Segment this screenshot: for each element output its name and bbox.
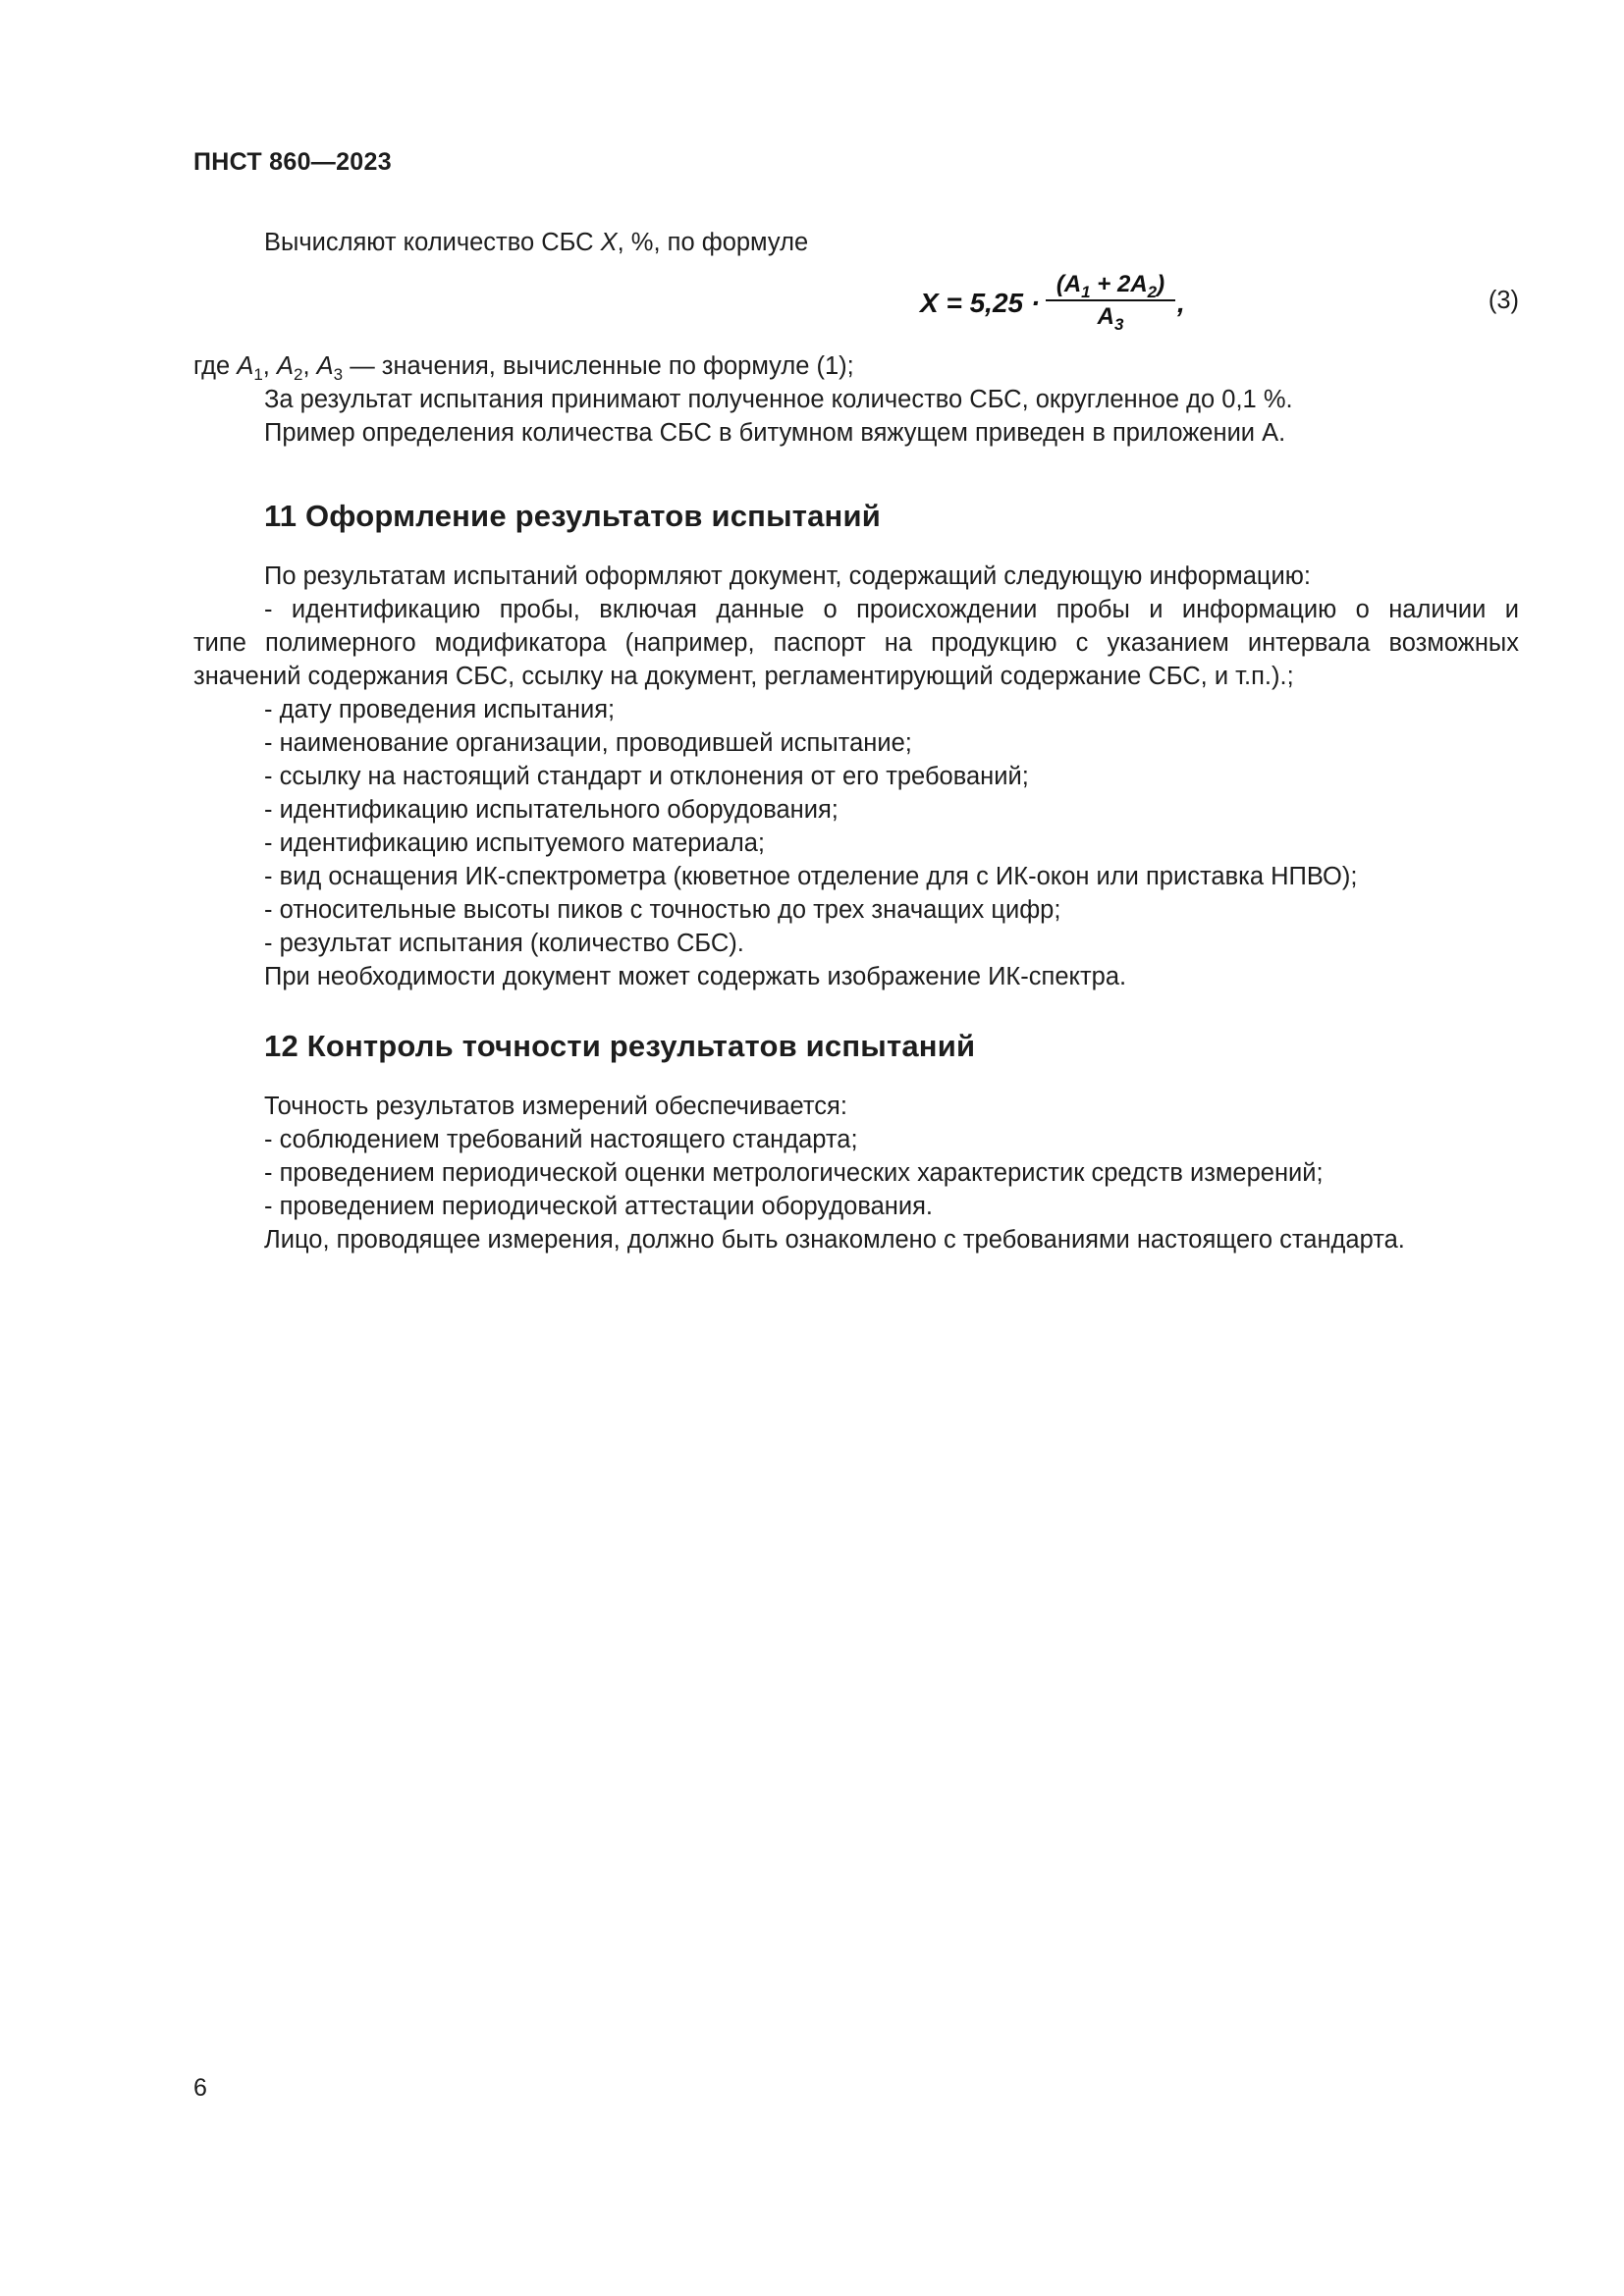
list-item: - дату проведения испытания;: [264, 696, 616, 723]
formula-intro: [193, 226, 1590, 259]
result-paragraph: За результат испытания принимают полученное количество СБС, округленное до 0,1 %.: [264, 386, 1293, 413]
list-item: - вид оснащения ИК-спектрометра (кюветное отделение для с ИК-окон или приставка НПВО);: [264, 863, 1358, 890]
section-12-title: 12 Контроль точности результатов испытаний: [264, 1029, 976, 1063]
list-item: - идентификацию пробы, включая данные о происхождении пробы и информацию о наличии и: [264, 596, 1519, 623]
list-item: - соблюдением требований настоящего стандарта;: [264, 1126, 858, 1153]
section-11-title: 11 Оформление результатов испытаний: [264, 499, 881, 533]
list-item: - наименование организации, проводившей испытание;: [264, 729, 912, 757]
list-item: - ссылку на настоящий стандарт и отклонения от его требований;: [264, 763, 1029, 790]
list-item: - идентификацию испытуемого материала;: [264, 829, 766, 857]
section-12-intro: Точность результатов измерений обеспечивается:: [264, 1093, 847, 1120]
document-code-header: ПНСТ 860—2023: [193, 148, 392, 176]
formula-numerator: $(A_1 + 2A_2)$: [1056, 271, 1165, 301]
section-12-body: [193, 1090, 1519, 1256]
section-11-closing: При необходимости документ может содержать изображение ИК-спектра.: [264, 963, 1127, 990]
list-item-continuation: значений содержания СБС, ссылку на документ, регламентирующий содержание СБС, и т.п.).;: [193, 663, 1294, 690]
list-item: - проведением периодической аттестации оборудования.: [264, 1193, 934, 1220]
list-item-continuation: типе полимерного модификатора (например, паспорт на продукцию с указанием интервала возможных: [193, 629, 1519, 657]
formula-trailing-comma: ,: [1177, 288, 1185, 318]
list-item: - проведением периодической оценки метрологических характеристик средств измерений;: [264, 1159, 1324, 1187]
section-11-intro: По результатам испытаний оформляют документ, содержащий следующую информацию:: [264, 562, 1311, 590]
list-item: - результат испытания (количество СБС).: [264, 930, 744, 957]
where-clause: [193, 349, 1519, 450]
formula-lhs: X = 5,25 ·: [920, 288, 1041, 318]
equation-number: (3): [1488, 287, 1519, 314]
formula-intro-text: Вычисляют количество СБС X, %, по формуле: [264, 229, 809, 256]
example-paragraph: Пример определения количества СБС в битумном вяжущем приведен в приложении А.: [264, 419, 1286, 447]
section-11-body: [193, 560, 1519, 993]
list-item: - идентификацию испытательного оборудования;: [264, 796, 839, 824]
formula-fraction: [1046, 271, 1175, 334]
list-item: - относительные высоты пиков с точностью до трех значащих цифр;: [264, 896, 1061, 924]
section-12-closing: Лицо, проводящее измерения, должно быть ознакомлено с требованиями настоящего стандарта.: [264, 1226, 1405, 1254]
formula-row: [193, 271, 1519, 340]
page-number: 6: [193, 2074, 207, 2102]
where-line: где $A_1$, $A_2$, $A_3$ — значения, вычисленные по формуле (1);: [193, 352, 854, 384]
formula-denominator: $A_3$: [1097, 303, 1124, 334]
